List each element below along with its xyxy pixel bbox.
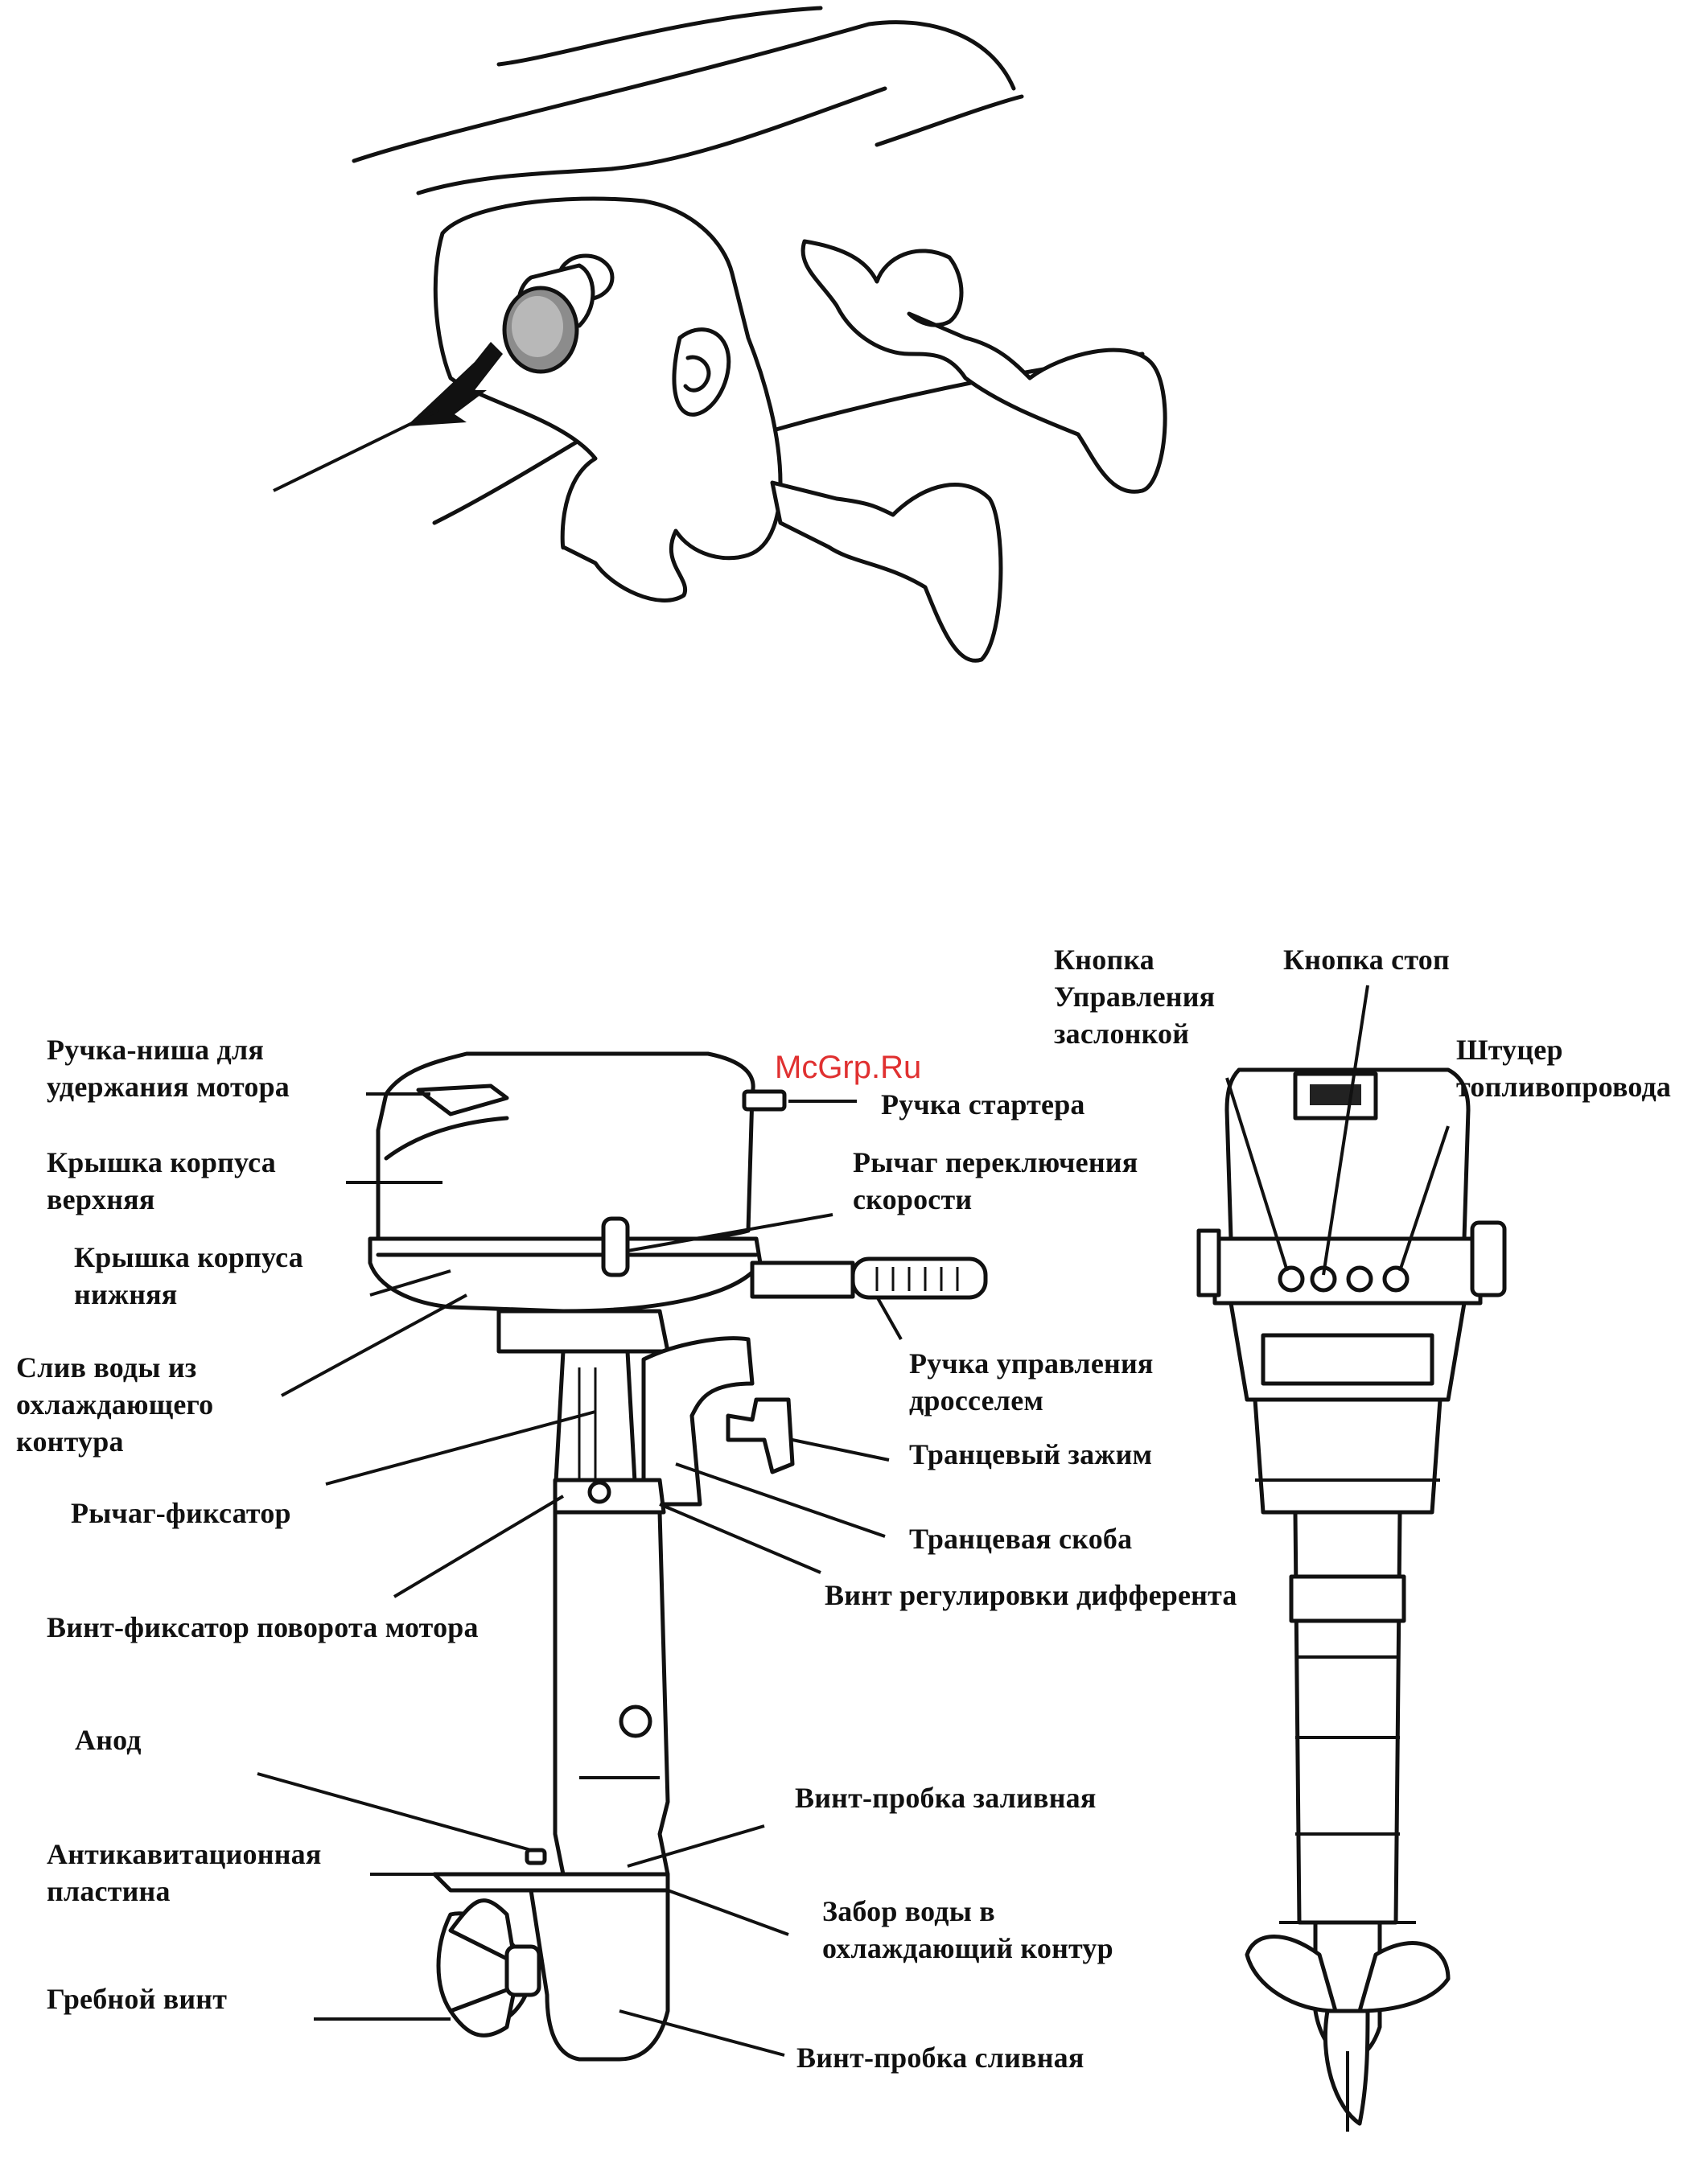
stop-button-closeup-figure [274, 8, 1165, 660]
label-transom-clamp: Транцевый зажим [909, 1438, 1153, 1470]
label-filler-plug: Винт-пробка заливная [795, 1782, 1097, 1814]
label-propeller: Гребной винт [47, 1983, 228, 2015]
label-throttle-grip: Ручка управления дросселем [909, 1347, 1154, 1417]
label-anode: Анод [75, 1724, 142, 1756]
label-starter-handle: Ручка стартера [881, 1088, 1085, 1121]
label-steering-lock-screw: Винт-фиксатор поворота мотора [47, 1611, 479, 1643]
label-gear-lever: Рычаг переключения скорости [853, 1146, 1138, 1215]
label-top-cover: Крышка корпуса верхняя [47, 1146, 276, 1215]
label-water-intake: Забор воды в охлаждающий контур [822, 1895, 1113, 1964]
label-handle-recess: Ручка-ниша для удержания мотора [47, 1034, 290, 1103]
label-lock-lever: Рычаг-фиксатор [71, 1497, 291, 1529]
label-fuel-connector: Штуцер топливопровода [1456, 1034, 1672, 1103]
label-trim-screw: Винт регулировки дифферента [825, 1579, 1237, 1611]
watermark-text: McGrp.Ru [775, 1050, 922, 1085]
label-transom-bracket: Транцевая скоба [909, 1523, 1133, 1555]
label-choke-button: Кнопка Управления заслонкой [1054, 944, 1216, 1050]
outboard-rear-view-figure [1199, 1070, 1504, 2132]
label-water-drain: Слив воды из охлаждающего контура [16, 1351, 214, 1458]
label-bottom-cover: Крышка корпуса нижняя [74, 1241, 303, 1310]
label-drain-plug: Винт-пробка сливная [796, 2042, 1084, 2074]
label-anticavitation-plate: Антикавитационная пластина [47, 1838, 322, 1907]
label-stop-button: Кнопка стоп [1283, 944, 1450, 976]
